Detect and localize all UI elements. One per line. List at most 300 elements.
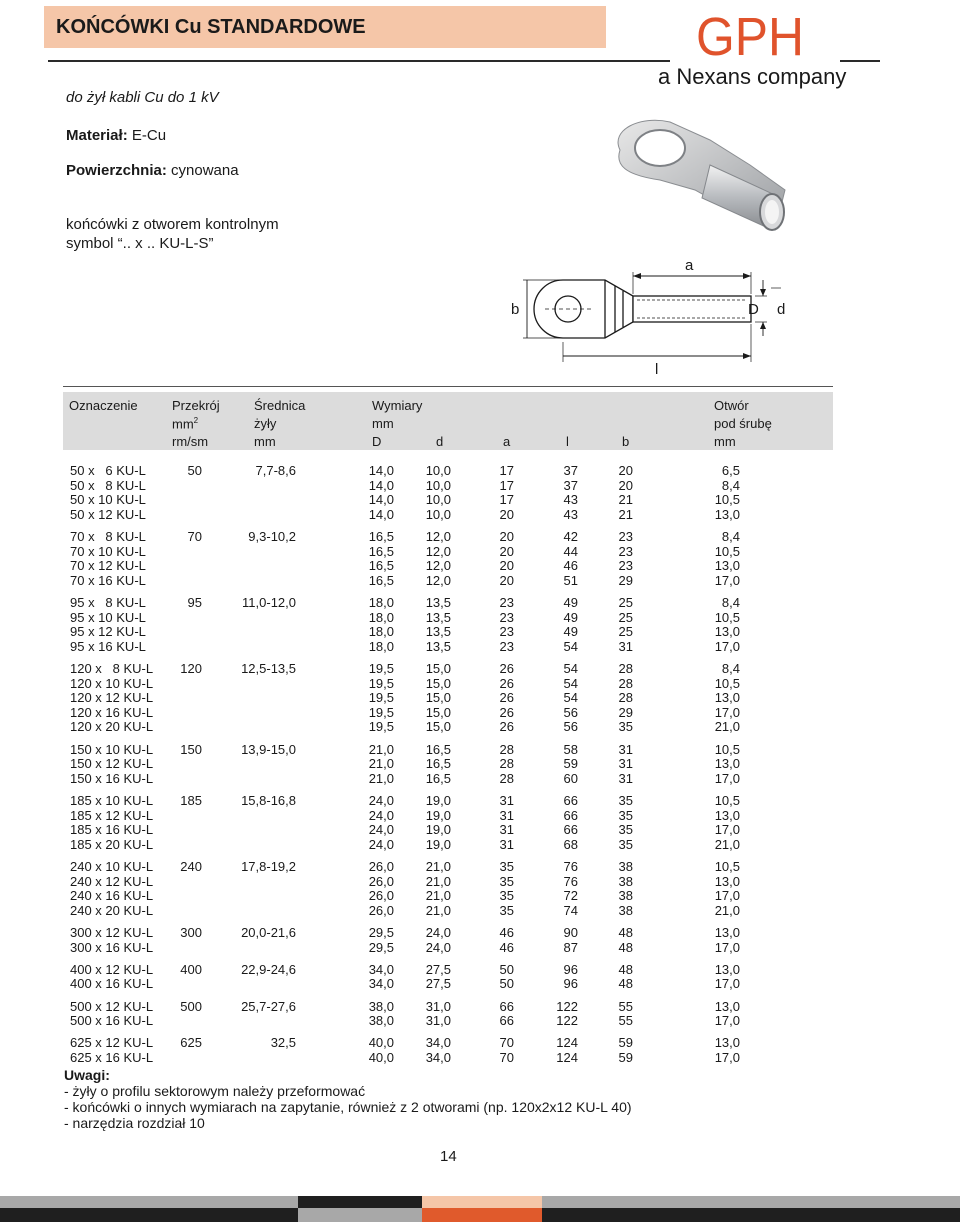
cell-b: 23 — [618, 558, 633, 573]
footer-segment — [298, 1196, 422, 1208]
footer-segment — [298, 1208, 422, 1222]
cell-l: 124 — [556, 1050, 578, 1065]
cell-a: 50 — [499, 976, 514, 991]
cell-hole: 17,0 — [714, 1050, 740, 1065]
cell-D: 19,5 — [368, 676, 394, 691]
cell-l: 43 — [563, 507, 578, 522]
col-header-diameter: Średnica — [254, 398, 306, 413]
cell-designation: 70 x 8 KU-L — [70, 529, 146, 544]
cell-designation: 400 x 12 KU-L — [70, 962, 154, 977]
cell-diameter: 20,0-21,6 — [241, 925, 296, 940]
cell-hole: 17,0 — [714, 573, 740, 588]
cell-hole: 10,5 — [714, 492, 740, 507]
cell-designation: 95 x 12 KU-L — [70, 624, 146, 639]
cell-designation: 400 x 16 KU-L — [70, 976, 154, 991]
cell-hole: 21,0 — [714, 903, 740, 918]
cell-b: 28 — [618, 676, 633, 691]
cell-a: 20 — [499, 558, 514, 573]
cell-designation: 50 x 8 KU-L — [70, 478, 146, 493]
cell-D: 21,0 — [368, 756, 394, 771]
cell-designation: 240 x 16 KU-L — [70, 888, 154, 903]
cell-b: 25 — [618, 624, 633, 639]
note-item: - końcówki o innych wymiarach na zapytanie, również z 2 otworami (np. 120x2x12 KU-L 40) — [64, 1099, 632, 1115]
cell-l: 49 — [563, 610, 578, 625]
cell-a: 28 — [499, 742, 514, 757]
cell-d: 12,0 — [425, 529, 451, 544]
cell-hole: 13,0 — [714, 925, 740, 940]
cell-hole: 10,5 — [714, 676, 740, 691]
cell-D: 14,0 — [368, 507, 394, 522]
footer-segment — [422, 1208, 542, 1222]
col-header-dimensions: Wymiary — [372, 398, 423, 413]
note-item: - żyły o profilu sektorowym należy przeformować — [64, 1083, 366, 1099]
cell-a: 35 — [499, 874, 514, 889]
cell-section: 240 — [180, 859, 202, 874]
cell-D: 26,0 — [368, 874, 394, 889]
sub-hole-mm: mm — [714, 434, 736, 449]
cell-D: 18,0 — [368, 595, 394, 610]
cell-diameter: 22,9-24,6 — [241, 962, 296, 977]
cell-section: 150 — [180, 742, 202, 757]
label-l: l — [655, 361, 659, 378]
cell-section: 50 — [187, 463, 202, 478]
cell-D: 19,5 — [368, 705, 394, 720]
cell-l: 37 — [563, 463, 578, 478]
label-b: b — [511, 301, 520, 318]
cell-b: 38 — [618, 888, 633, 903]
cell-hole: 8,4 — [721, 478, 740, 493]
cell-l: 54 — [563, 661, 578, 676]
cell-b: 28 — [618, 661, 633, 676]
cell-designation: 300 x 16 KU-L — [70, 940, 154, 955]
material-label: Materiał: — [66, 127, 128, 144]
cell-designation: 70 x 16 KU-L — [70, 573, 146, 588]
cell-l: 43 — [563, 492, 578, 507]
surface-value: cynowana — [171, 162, 239, 179]
cell-d: 34,0 — [425, 1050, 451, 1065]
cell-a: 35 — [499, 888, 514, 903]
cell-a: 31 — [499, 822, 514, 837]
page-number: 14 — [440, 1148, 457, 1165]
cell-designation: 70 x 10 KU-L — [70, 544, 146, 559]
cell-hole: 10,5 — [714, 742, 740, 757]
cell-d: 10,0 — [425, 492, 451, 507]
cell-d: 31,0 — [425, 1013, 451, 1028]
cell-b: 31 — [618, 771, 633, 786]
cell-a: 20 — [499, 507, 514, 522]
cell-a: 46 — [499, 925, 514, 940]
cell-l: 72 — [563, 888, 578, 903]
cell-l: 54 — [563, 690, 578, 705]
cell-a: 17 — [499, 492, 514, 507]
cell-hole: 17,0 — [714, 822, 740, 837]
unit-section-text: mm — [172, 416, 194, 432]
unit-diameter: żyły — [254, 416, 277, 431]
page-title: KOŃCÓWKI Cu STANDARDOWE — [56, 16, 366, 38]
cell-d: 15,0 — [425, 690, 451, 705]
cell-b: 28 — [618, 690, 633, 705]
cell-l: 122 — [556, 1013, 578, 1028]
unit-section-sup: 2 — [193, 416, 199, 425]
cell-b: 21 — [618, 492, 633, 507]
col-header-designation: Oznaczenie — [69, 398, 138, 413]
cell-d: 12,0 — [425, 544, 451, 559]
cell-d: 15,0 — [425, 661, 451, 676]
cell-D: 24,0 — [368, 793, 394, 808]
cell-a: 70 — [499, 1050, 514, 1065]
cell-a: 20 — [499, 573, 514, 588]
cell-d: 10,0 — [425, 478, 451, 493]
cell-d: 15,0 — [425, 705, 451, 720]
cell-a: 46 — [499, 940, 514, 955]
cell-d: 15,0 — [425, 719, 451, 734]
cell-l: 74 — [563, 903, 578, 918]
symbol-note: symbol “.. x .. KU-L-S” — [66, 235, 214, 252]
cell-a: 17 — [499, 478, 514, 493]
company-tagline: a Nexans company — [658, 64, 847, 89]
cell-a: 23 — [499, 595, 514, 610]
unit-section — [172, 416, 198, 431]
cell-D: 14,0 — [368, 492, 394, 507]
cell-b: 59 — [618, 1050, 633, 1065]
sub-l: l — [566, 434, 569, 449]
cell-d: 13,5 — [425, 624, 451, 639]
cell-a: 26 — [499, 690, 514, 705]
cell-a: 26 — [499, 661, 514, 676]
cell-designation: 95 x 8 KU-L — [70, 595, 146, 610]
cell-diameter: 13,9-15,0 — [241, 742, 296, 757]
sub-a: a — [503, 434, 511, 449]
cell-d: 21,0 — [425, 888, 451, 903]
cell-section: 120 — [180, 661, 202, 676]
cell-diameter: 9,3-10,2 — [248, 529, 296, 544]
cell-a: 31 — [499, 793, 514, 808]
cell-diameter: 7,7-8,6 — [255, 463, 296, 478]
cell-d: 24,0 — [425, 940, 451, 955]
cell-hole: 17,0 — [714, 976, 740, 991]
cell-b: 23 — [618, 529, 633, 544]
surface-line — [66, 162, 239, 179]
cell-d: 19,0 — [425, 808, 451, 823]
cell-D: 16,5 — [368, 573, 394, 588]
cell-section: 300 — [180, 925, 202, 940]
cell-d: 19,0 — [425, 822, 451, 837]
cell-d: 21,0 — [425, 874, 451, 889]
cell-D: 19,5 — [368, 661, 394, 676]
cell-l: 124 — [556, 1035, 578, 1050]
footer-segment — [542, 1208, 960, 1222]
cell-l: 96 — [563, 962, 578, 977]
cell-d: 21,0 — [425, 903, 451, 918]
cell-d: 19,0 — [425, 793, 451, 808]
cell-a: 17 — [499, 463, 514, 478]
cell-l: 49 — [563, 595, 578, 610]
cell-b: 38 — [618, 859, 633, 874]
table-top-rule — [63, 386, 833, 387]
unit-hole: pod śrubę — [714, 416, 772, 431]
cell-D: 16,5 — [368, 529, 394, 544]
cell-b: 35 — [618, 808, 633, 823]
cell-a: 28 — [499, 771, 514, 786]
cell-b: 59 — [618, 1035, 633, 1050]
cell-designation: 120 x 16 KU-L — [70, 705, 154, 720]
cell-b: 55 — [618, 1013, 633, 1028]
cell-b: 35 — [618, 793, 633, 808]
cell-hole: 10,5 — [714, 544, 740, 559]
cell-designation: 50 x 10 KU-L — [70, 492, 146, 507]
cell-b: 48 — [618, 976, 633, 991]
gph-logo — [694, 10, 806, 62]
cell-D: 19,5 — [368, 719, 394, 734]
cell-d: 10,0 — [425, 463, 451, 478]
cell-section: 185 — [180, 793, 202, 808]
cell-d: 31,0 — [425, 999, 451, 1014]
cell-a: 23 — [499, 624, 514, 639]
cell-D: 24,0 — [368, 837, 394, 852]
material-value: E-Cu — [131, 127, 167, 144]
cell-a: 26 — [499, 719, 514, 734]
footer-segment — [0, 1208, 298, 1222]
logo-text: GPH — [696, 10, 804, 62]
notes-heading: Uwagi: — [64, 1067, 110, 1083]
cell-b: 35 — [618, 837, 633, 852]
cell-hole: 6,5 — [721, 463, 740, 478]
cell-a: 31 — [499, 837, 514, 852]
cell-diameter: 12,5-13,5 — [241, 661, 296, 676]
header-rule — [48, 60, 670, 62]
header-rule-right — [840, 60, 880, 62]
cell-hole: 8,4 — [721, 595, 740, 610]
cell-D: 38,0 — [368, 1013, 394, 1028]
cell-a: 23 — [499, 639, 514, 654]
cell-D: 26,0 — [368, 903, 394, 918]
cell-D: 40,0 — [368, 1035, 394, 1050]
cell-a: 70 — [499, 1035, 514, 1050]
cell-hole: 13,0 — [714, 558, 740, 573]
cell-diameter: 11,0-12,0 — [242, 595, 296, 610]
cell-designation: 120 x 12 KU-L — [70, 690, 154, 705]
cell-d: 16,5 — [425, 742, 451, 757]
cell-a: 26 — [499, 676, 514, 691]
cell-d: 10,0 — [425, 507, 451, 522]
cell-section: 95 — [187, 595, 202, 610]
cable-lug-photo — [600, 110, 800, 245]
col-header-section: Przekrój — [172, 398, 220, 413]
cell-a: 35 — [499, 859, 514, 874]
label-D: D — [748, 301, 759, 318]
cell-d: 12,0 — [425, 558, 451, 573]
sub-mm: mm — [254, 434, 276, 449]
cell-D: 16,5 — [368, 558, 394, 573]
cell-a: 66 — [499, 999, 514, 1014]
cell-b: 20 — [618, 463, 633, 478]
sub-rmsm: rm/sm — [172, 434, 209, 449]
cell-D: 40,0 — [368, 1050, 394, 1065]
cell-l: 87 — [563, 940, 578, 955]
cell-l: 76 — [563, 859, 578, 874]
cell-hole: 10,5 — [714, 859, 740, 874]
cell-l: 59 — [563, 756, 578, 771]
cell-hole: 10,5 — [714, 793, 740, 808]
cell-a: 28 — [499, 756, 514, 771]
material-line — [66, 127, 166, 144]
cell-a: 26 — [499, 705, 514, 720]
cell-D: 34,0 — [368, 976, 394, 991]
footer-segment — [542, 1196, 960, 1208]
footer-color-bar — [0, 1196, 960, 1222]
cell-l: 54 — [563, 639, 578, 654]
cell-b: 48 — [618, 925, 633, 940]
cell-designation: 240 x 10 KU-L — [70, 859, 154, 874]
cell-section: 70 — [187, 529, 202, 544]
cell-l: 122 — [556, 999, 578, 1014]
cell-D: 21,0 — [368, 742, 394, 757]
cell-D: 16,5 — [368, 544, 394, 559]
sub-d: d — [436, 434, 444, 449]
cell-a: 20 — [499, 544, 514, 559]
cell-designation: 120 x 10 KU-L — [70, 676, 154, 691]
cell-d: 19,0 — [425, 837, 451, 852]
cell-hole: 13,0 — [714, 507, 740, 522]
cell-hole: 17,0 — [714, 705, 740, 720]
cell-diameter: 25,7-27,6 — [241, 999, 296, 1014]
cell-a: 23 — [499, 610, 514, 625]
cell-d: 15,0 — [425, 676, 451, 691]
cell-hole: 10,5 — [714, 610, 740, 625]
cell-hole: 21,0 — [714, 837, 740, 852]
cell-d: 13,5 — [425, 595, 451, 610]
cell-hole: 8,4 — [721, 661, 740, 676]
cell-b: 20 — [618, 478, 633, 493]
label-d: d — [777, 301, 786, 318]
cell-hole: 21,0 — [714, 719, 740, 734]
cell-D: 21,0 — [368, 771, 394, 786]
cell-section: 625 — [180, 1035, 202, 1050]
cell-l: 66 — [563, 793, 578, 808]
footer-segment — [0, 1196, 298, 1208]
cell-designation: 500 x 12 KU-L — [70, 999, 154, 1014]
surface-label: Powierzchnia: — [66, 162, 167, 179]
cell-hole: 13,0 — [714, 690, 740, 705]
footer-segment — [422, 1196, 542, 1208]
sub-D: D — [372, 434, 382, 449]
cell-l: 96 — [563, 976, 578, 991]
unit-dimensions: mm — [372, 416, 394, 431]
cell-b: 35 — [618, 822, 633, 837]
cell-hole: 17,0 — [714, 639, 740, 654]
cell-l: 46 — [563, 558, 578, 573]
cell-l: 68 — [563, 837, 578, 852]
cell-l: 66 — [563, 822, 578, 837]
cell-designation: 50 x 12 KU-L — [70, 507, 146, 522]
cell-l: 49 — [563, 624, 578, 639]
cell-a: 66 — [499, 1013, 514, 1028]
cell-hole: 13,0 — [714, 962, 740, 977]
cell-designation: 625 x 12 KU-L — [70, 1035, 154, 1050]
cell-D: 18,0 — [368, 610, 394, 625]
col-header-hole: Otwór — [714, 398, 749, 413]
cell-l: 44 — [563, 544, 578, 559]
cell-hole: 17,0 — [714, 771, 740, 786]
cell-designation: 185 x 16 KU-L — [70, 822, 154, 837]
cell-designation: 150 x 12 KU-L — [70, 756, 154, 771]
cell-a: 50 — [499, 962, 514, 977]
cell-D: 26,0 — [368, 859, 394, 874]
cell-designation: 150 x 10 KU-L — [70, 742, 154, 757]
cell-designation: 240 x 20 KU-L — [70, 903, 154, 918]
notes — [64, 1067, 632, 1131]
cell-l: 37 — [563, 478, 578, 493]
cell-designation: 300 x 12 KU-L — [70, 925, 154, 940]
cell-d: 13,5 — [425, 639, 451, 654]
cell-designation: 95 x 10 KU-L — [70, 610, 146, 625]
cell-hole: 13,0 — [714, 808, 740, 823]
cell-d: 27,5 — [425, 962, 451, 977]
cell-D: 14,0 — [368, 478, 394, 493]
cell-D: 18,0 — [368, 639, 394, 654]
cell-d: 16,5 — [425, 756, 451, 771]
cell-hole: 13,0 — [714, 874, 740, 889]
cell-l: 51 — [563, 573, 578, 588]
cell-d: 34,0 — [425, 1035, 451, 1050]
cell-b: 48 — [618, 940, 633, 955]
cell-a: 31 — [499, 808, 514, 823]
cell-b: 35 — [618, 719, 633, 734]
cell-designation: 625 x 16 KU-L — [70, 1050, 154, 1065]
cell-designation: 240 x 12 KU-L — [70, 874, 154, 889]
cell-d: 24,0 — [425, 925, 451, 940]
cell-designation: 185 x 10 KU-L — [70, 793, 154, 808]
cell-d: 21,0 — [425, 859, 451, 874]
cell-b: 31 — [618, 639, 633, 654]
cell-b: 29 — [618, 705, 633, 720]
cell-a: 35 — [499, 903, 514, 918]
cell-b: 31 — [618, 756, 633, 771]
cell-D: 19,5 — [368, 690, 394, 705]
cell-designation: 185 x 20 KU-L — [70, 837, 154, 852]
cell-D: 24,0 — [368, 808, 394, 823]
cell-d: 12,0 — [425, 573, 451, 588]
cell-b: 25 — [618, 595, 633, 610]
cell-D: 26,0 — [368, 888, 394, 903]
cell-d: 16,5 — [425, 771, 451, 786]
cell-l: 42 — [563, 529, 578, 544]
cell-hole: 8,4 — [721, 529, 740, 544]
cell-D: 34,0 — [368, 962, 394, 977]
cell-designation: 150 x 16 KU-L — [70, 771, 154, 786]
cell-designation: 70 x 12 KU-L — [70, 558, 146, 573]
dimension-drawing — [505, 258, 795, 380]
cell-D: 29,5 — [368, 940, 394, 955]
cell-hole: 17,0 — [714, 888, 740, 903]
cell-b: 31 — [618, 742, 633, 757]
cell-b: 38 — [618, 903, 633, 918]
cell-hole: 17,0 — [714, 1013, 740, 1028]
cell-a: 20 — [499, 529, 514, 544]
cell-hole: 13,0 — [714, 1035, 740, 1050]
cell-b: 38 — [618, 874, 633, 889]
cell-b: 25 — [618, 610, 633, 625]
cell-hole: 13,0 — [714, 999, 740, 1014]
sub-b: b — [622, 434, 630, 449]
cell-D: 38,0 — [368, 999, 394, 1014]
cell-designation: 185 x 12 KU-L — [70, 808, 154, 823]
subtitle: do żył kabli Cu do 1 kV — [66, 89, 219, 106]
cell-D: 24,0 — [368, 822, 394, 837]
cell-l: 54 — [563, 676, 578, 691]
cell-d: 13,5 — [425, 610, 451, 625]
cell-b: 55 — [618, 999, 633, 1014]
